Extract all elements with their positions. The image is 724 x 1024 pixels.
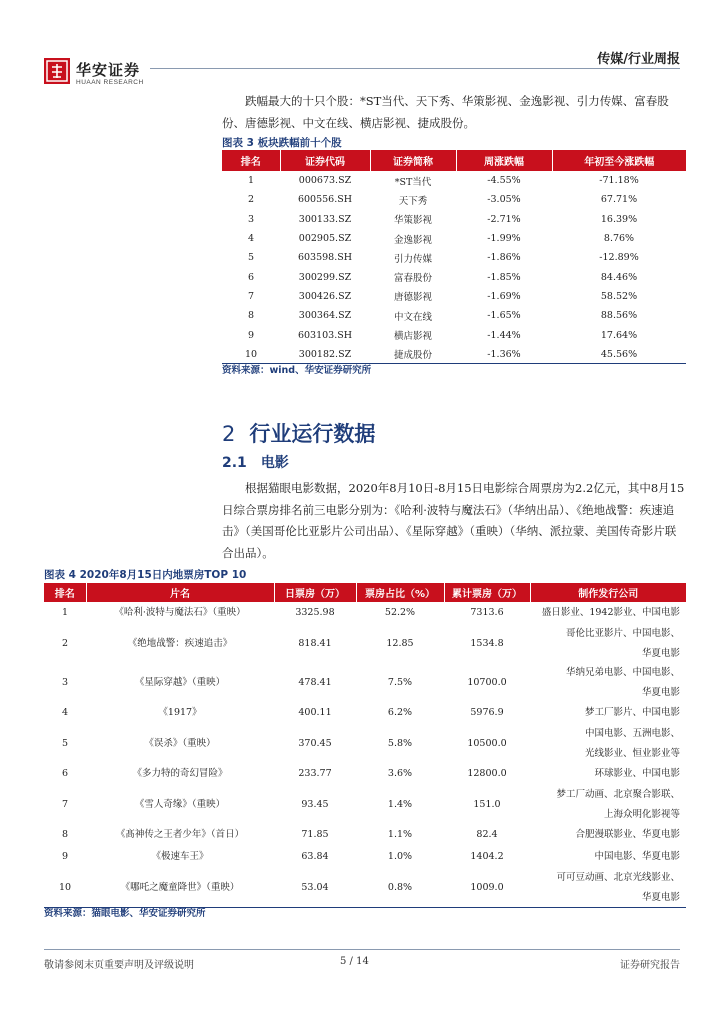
table-cell-company: [530, 724, 686, 763]
table-cell-total: 10500.0: [467, 737, 507, 749]
table-cell-rank: 7: [61, 798, 69, 810]
table-cell: 16.39%: [600, 213, 638, 225]
figure-4-source: 资料来源：猫眼电影、华安证券研究所: [44, 908, 206, 919]
table-cell: -1.99%: [487, 233, 521, 245]
table-cell-daily: 63.84: [301, 851, 329, 863]
table-cell-total: 5976.9: [470, 707, 504, 719]
table-row: [44, 724, 686, 763]
company-line: 可可豆动画、北京光线影业、: [556, 872, 680, 883]
table-cell-total: 10700.0: [467, 676, 507, 688]
column-header: 证券代码: [280, 150, 370, 171]
table-cell: 5: [247, 252, 255, 264]
table-cell-rank: 1: [61, 607, 69, 619]
table-cell: -1.65%: [487, 310, 521, 322]
table-cell-total: 82.4: [476, 829, 498, 841]
table-cell: 1: [247, 175, 255, 187]
table-cell: -1.44%: [487, 329, 521, 341]
table-row: [44, 602, 686, 624]
table-cell-company: [530, 824, 686, 846]
table-cell: -1.36%: [487, 348, 521, 360]
figure-4-title: 图表 4 2020年8月15日内地票房TOP 10: [44, 569, 247, 581]
brand-name-en: HUAAN RESEARCH: [76, 79, 144, 86]
table-cell: 9: [247, 329, 255, 341]
table-cell: 6: [247, 271, 255, 283]
table-row: [222, 190, 686, 209]
table-cell-share: 6.2%: [387, 707, 413, 719]
column-header: 票房占比（%）: [356, 583, 444, 602]
table-cell: -1.86%: [487, 252, 521, 264]
table-row: [44, 702, 686, 724]
column-header: 日票房（万）: [274, 583, 356, 602]
table-cell-rank: 8: [61, 829, 69, 841]
table-cell-film: 《极速车王》: [151, 851, 209, 863]
table-cell-total: 151.0: [473, 798, 501, 810]
table-cell-rank: 9: [61, 851, 69, 863]
table-cell-company: [530, 624, 686, 663]
table-cell-film: 《1917》: [158, 707, 202, 719]
company-line: 华纳兄弟电影、中国电影、: [565, 667, 680, 678]
table-cell: *ST当代: [394, 176, 432, 188]
section-heading: [222, 418, 375, 448]
table-cell: 中文在线: [393, 311, 432, 323]
table-cell-film: 《髙神传之王者少年》（首日）: [115, 829, 245, 841]
table-cell-film: 《哪吒之魔童降世》（重映）: [120, 881, 240, 893]
table-row: [44, 624, 686, 663]
table-row: [44, 846, 686, 868]
table-row: [222, 306, 686, 325]
table-cell: 84.46%: [600, 271, 638, 283]
table-cell-share: 5.8%: [387, 737, 413, 749]
column-header: 累计票房（万）: [444, 583, 530, 602]
brand-logo-icon: [44, 58, 70, 84]
table-cell: 300133.SZ: [298, 213, 352, 225]
table-row: [222, 267, 686, 286]
table-cell-daily: 71.85: [301, 829, 329, 841]
table-cell: 10: [244, 348, 258, 360]
report-section-title: 传媒/行业周报: [597, 52, 680, 67]
table-cell-share: 7.5%: [387, 676, 413, 688]
table-row: [44, 868, 686, 908]
section-title: 行业运行数据: [249, 422, 376, 446]
table-cell: -71.18%: [599, 175, 639, 187]
footer-disclaimer: 敬请参阅末页重要声明及评级说明: [44, 960, 194, 971]
table-cell-film: 《误杀》（重映）: [144, 737, 216, 749]
table-cell: 603598.SH: [297, 252, 353, 264]
table-cell-rank: 10: [58, 881, 72, 893]
table-cell-rank: 3: [61, 676, 69, 688]
table-cell: 300182.SZ: [298, 348, 352, 360]
table-cell-total: 12800.0: [467, 768, 507, 780]
figure-3-title: 图表 3 板块跌幅前十个股: [222, 137, 342, 149]
table-cell-film: 《雪人奇缘》（重映）: [134, 798, 226, 810]
table-header-row: [222, 150, 686, 171]
table-cell-share: 1.0%: [387, 851, 413, 863]
company-line: 梦工厂动画、北京聚合影联、: [556, 789, 680, 800]
table-cell-share: 3.6%: [387, 768, 413, 780]
table-cell-film: 《哈利·波特与魔法石》（重映）: [114, 607, 246, 619]
table-cell-rank: 5: [61, 737, 69, 749]
table-row: [222, 210, 686, 229]
company-line: 华夏电影: [641, 647, 680, 659]
figure-3-source: 资料来源：wind、华安证券研究所: [222, 365, 372, 376]
table-cell-company: [530, 702, 686, 724]
table-cell: -4.55%: [487, 175, 521, 187]
table-cell-total: 1534.8: [470, 637, 504, 649]
table-cell-share: 1.4%: [387, 798, 413, 810]
subsection-number: 2.1: [222, 455, 247, 471]
table-cell-daily: 370.45: [298, 737, 332, 749]
table-cell: 横店影视: [393, 331, 432, 343]
table-cell-rank: 6: [61, 768, 69, 780]
table-row: [44, 663, 686, 702]
table-cell: 唐德影视: [393, 292, 432, 304]
brand-name: 华安证券: [76, 61, 141, 79]
table-cell: 天下秀: [398, 195, 428, 207]
table-cell-share: 0.8%: [387, 881, 413, 893]
table-cell: 000673.SZ: [298, 175, 352, 187]
table-cell-daily: 818.41: [298, 637, 332, 649]
footer-divider: [44, 949, 680, 950]
table-cell: 2: [247, 194, 255, 206]
table-cell: 17.64%: [600, 329, 638, 341]
table-row: [44, 785, 686, 824]
subsection-heading: [222, 452, 289, 472]
column-header: 年初至今涨跌幅: [552, 150, 686, 171]
table-cell: 3: [247, 213, 255, 225]
box-office-table: [44, 583, 686, 908]
table-cell: 300299.SZ: [298, 271, 352, 283]
table-cell: 引力传媒: [393, 253, 432, 265]
column-header: 证券简称: [370, 150, 456, 171]
table-cell: 华策影视: [393, 215, 432, 227]
table-cell-daily: 478.41: [298, 676, 332, 688]
table-cell-total: 7313.6: [470, 607, 504, 619]
table-cell: 600556.SH: [297, 194, 353, 206]
company-line: 华夏电影: [641, 686, 680, 698]
table-cell: 58.52%: [600, 290, 638, 302]
column-header: 制作发行公司: [530, 583, 686, 602]
table-cell-rank: 4: [61, 707, 69, 719]
table-cell-daily: 3325.98: [295, 607, 335, 619]
table-cell-company: [530, 868, 686, 908]
table-cell-rank: 2: [61, 637, 69, 649]
column-header: 排名: [44, 583, 86, 602]
table-row: [222, 248, 686, 267]
table-cell-company: [530, 602, 686, 624]
company-line: 中国电影、华夏电影: [594, 851, 680, 863]
table-cell-share: 12.85: [386, 637, 414, 649]
table-cell: -12.89%: [599, 252, 639, 264]
table-cell: 002905.SZ: [298, 233, 352, 245]
table-cell: -1.85%: [487, 271, 521, 283]
table-row: [222, 171, 686, 190]
company-line: 梦工厂影片、中国电影: [584, 707, 680, 719]
table-row: [222, 229, 686, 248]
company-line: 光线影业、恒业影业等: [584, 747, 680, 759]
footer-doc-type: 证券研究报告: [620, 960, 680, 971]
table-cell-share: 52.2%: [384, 607, 416, 619]
company-line: 环球影业、中国电影: [594, 768, 680, 780]
table-cell: -1.69%: [487, 290, 521, 302]
table-cell: 4: [247, 233, 255, 245]
company-line: 华夏电影: [641, 891, 680, 903]
table-cell-share: 1.1%: [387, 829, 413, 841]
header-divider: [150, 68, 680, 69]
table-cell-total: 1009.0: [470, 881, 504, 893]
table-cell-film: 《绝地战警：疾速追击》: [127, 637, 233, 649]
table-cell-company: [530, 763, 686, 785]
table-cell: 金逸影视: [393, 234, 432, 246]
company-line: 中国电影、五洲电影、: [584, 728, 680, 739]
table-cell-daily: 93.45: [301, 798, 329, 810]
column-header: 排名: [222, 150, 280, 171]
table-cell: 45.56%: [600, 348, 638, 360]
table-cell: -2.71%: [487, 213, 521, 225]
table-cell-daily: 400.11: [298, 707, 332, 719]
table-cell: 88.56%: [600, 310, 638, 322]
table-cell: 富春股份: [393, 273, 432, 285]
table-row: [222, 287, 686, 306]
table-cell-total: 1404.2: [470, 851, 504, 863]
subsection-title: 电影: [260, 455, 289, 471]
company-line: 上海众明化影视等: [603, 808, 680, 820]
box-office-paragraph: 根据猫眼电影数据，2020年8月10日-8月15日电影综合周票房为2.2亿元，其中8月15日综合票房排名前三电影分别为：《哈利·波特与魔法石》（华纳出品）、《绝地战警：疾速追击》（美国哥伦比亚影片公司出品）、《星际穿越》（重映）（华纳、派拉蒙、美国传奇影片联合出品）。: [222, 481, 685, 560]
table-cell: 300426.SZ: [298, 290, 352, 302]
table-row: [222, 325, 686, 344]
top-decliners-table: [222, 150, 686, 364]
company-line: 合肥漫联影业、华夏电影: [575, 829, 680, 841]
table-row: [44, 763, 686, 785]
intro-paragraph: 跌幅最大的十只个股：*ST当代、天下秀、华策影视、金逸影视、引力传媒、富春股份、唐德影视、中文在线、横店影视、捷成股份。: [222, 94, 669, 130]
table-cell: 603103.SH: [297, 329, 353, 341]
table-cell: 8: [247, 310, 255, 322]
page-number: 5 / 14: [340, 956, 369, 967]
table-row: [44, 824, 686, 846]
table-cell: 8.76%: [603, 233, 635, 245]
company-line: 盛日影业、1942影业、中国电影: [541, 607, 680, 619]
table-cell-film: 《星际穿越》（重映）: [134, 676, 226, 688]
table-cell: 7: [247, 290, 255, 302]
table-cell: 67.71%: [600, 194, 638, 206]
section-number: 2: [222, 422, 236, 446]
company-line: 哥伦比亚影片、中国电影、: [565, 628, 680, 639]
column-header: 周涨跌幅: [456, 150, 552, 171]
table-cell: 捷成股份: [393, 350, 432, 362]
table-cell-company: [530, 846, 686, 868]
table-cell-daily: 233.77: [298, 768, 332, 780]
table-cell-daily: 53.04: [301, 881, 329, 893]
table-cell-film: 《多力特的奇幻冒险》: [132, 768, 228, 780]
table-cell: 300364.SZ: [298, 310, 352, 322]
table-header-row: [44, 583, 686, 602]
table-cell: -3.05%: [487, 194, 521, 206]
table-cell-company: [530, 663, 686, 702]
table-cell-company: [530, 785, 686, 824]
column-header: 片名: [86, 583, 274, 602]
